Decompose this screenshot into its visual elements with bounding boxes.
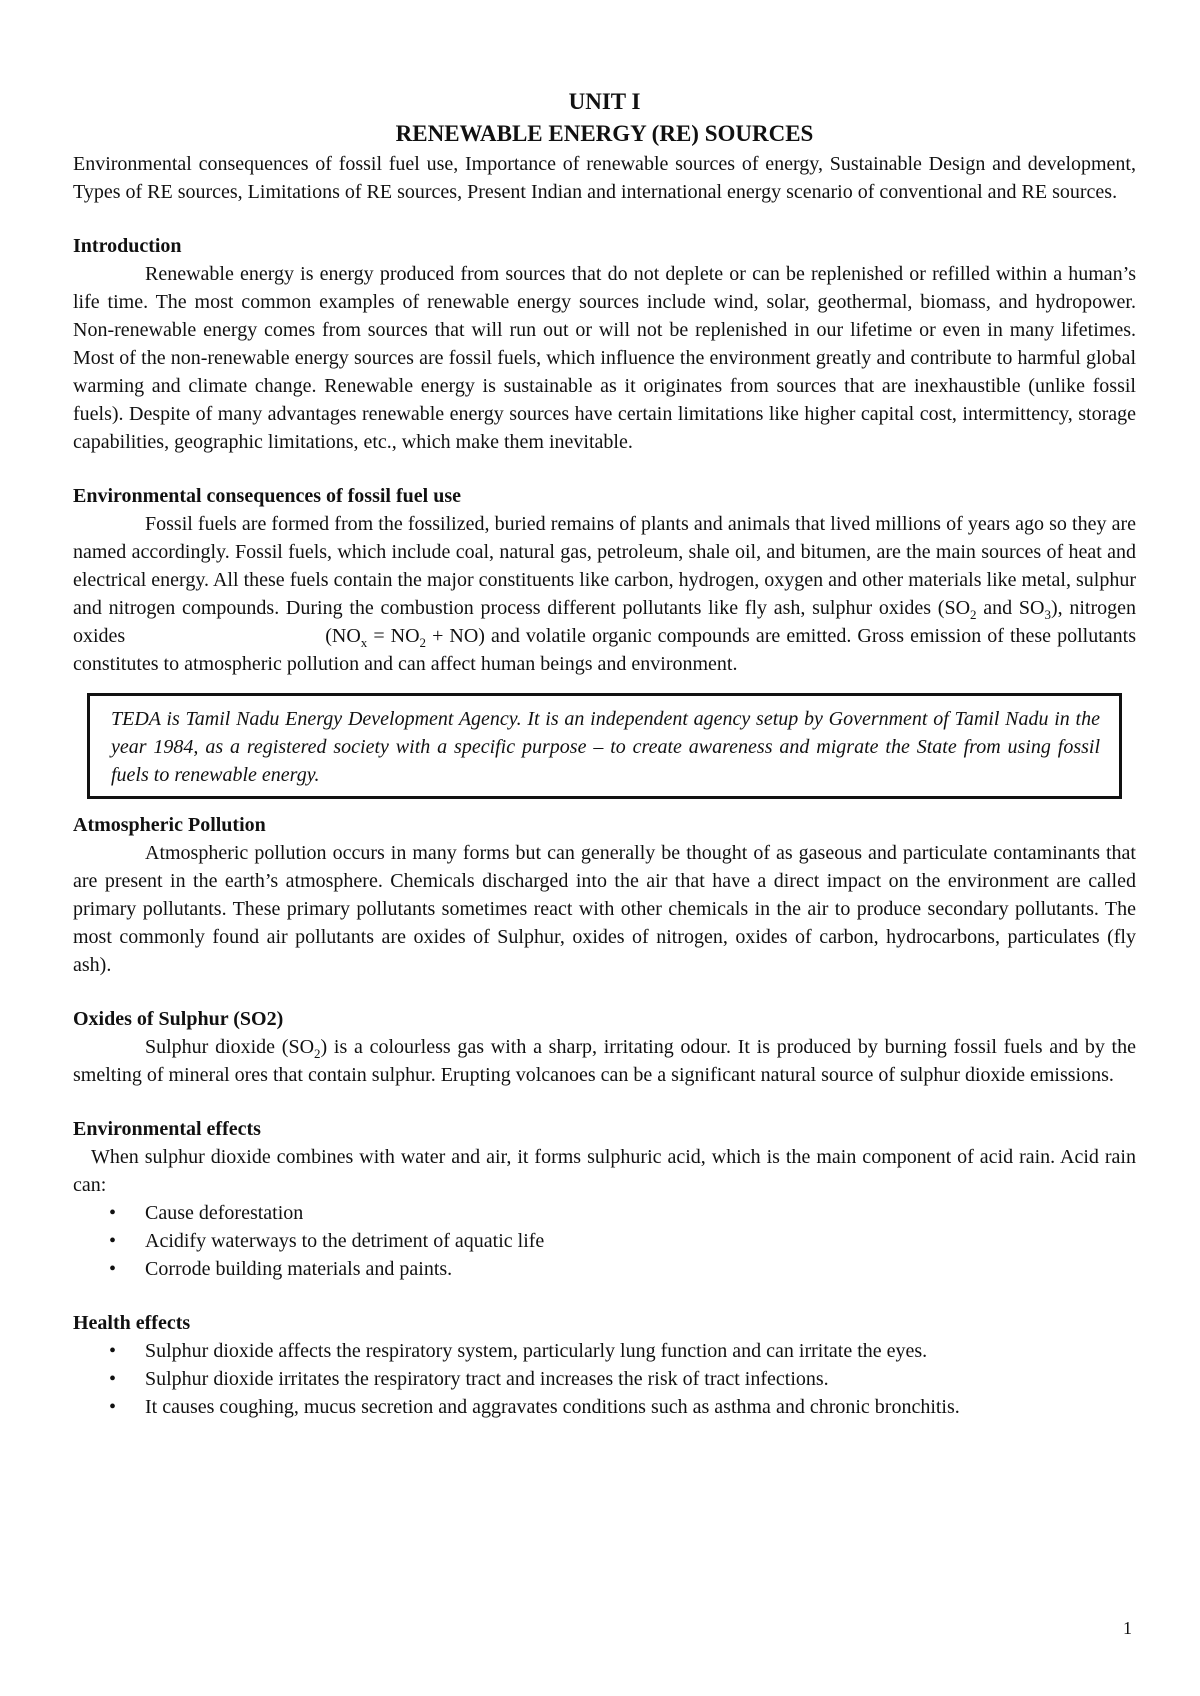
list-item-text: It causes coughing, mucus secretion and aggravates conditions such as asthma and chronic bronchitis. <box>145 1396 960 1418</box>
bullet-icon: • <box>109 1368 117 1390</box>
consequences-heading: Environmental consequences of fossil fuel use <box>73 485 461 507</box>
no2-subscript: 2 <box>419 635 427 650</box>
health-effects-list <box>73 1337 1136 1421</box>
nox-open-text: (NO <box>325 625 361 647</box>
teda-callout-text: TEDA is Tamil Nadu Energy Development Agency. It is an independent agency setup by Government of Tamil Nadu in the year 1984, as a registered society with a specific purpose – to create awareness and migrate the State from using fossil fuels to renewable energy. <box>111 708 1100 786</box>
consequences-body-part2: + NO) and volatile organic compounds are emitted. Gross emission of these pollutants constitutes to atmospheric pollution and can affect human beings and environment. <box>73 625 1136 675</box>
env-effects-heading: Environmental effects <box>73 1118 261 1140</box>
list-item-text: Acidify waterways to the detriment of aquatic life <box>145 1230 545 1252</box>
list-item-text: Corrode building materials and paints. <box>145 1258 453 1280</box>
oxides-sulphur-heading: Oxides of Sulphur (SO2) <box>73 1008 284 1030</box>
health-effects-heading: Health effects <box>73 1312 191 1334</box>
so3-subscript: 3 <box>1044 607 1051 622</box>
oxides-sulphur-body <box>73 1033 1136 1089</box>
atmospheric-body: Atmospheric pollution occurs in many forms but can generally be thought of as gaseous and particulate contaminants that are present in the earth’s atmosphere. Chemicals discharged into the air that have a direct impact on the environment are called primary pollutants. These primary pollutants sometimes react with other chemicals in the air to produce secondary pollutants. The most commonly found air pollutants are oxides of Sulphur, oxides of nitrogen, oxides of carbon, hydrocarbons, particulates (fly ash). <box>73 842 1136 976</box>
list-item-text: Cause deforestation <box>145 1202 304 1224</box>
oxides-sulphur-body-start: Sulphur dioxide (SO <box>145 1036 315 1058</box>
unit-heading: UNIT I <box>568 89 641 114</box>
nox-subscript: x <box>360 635 368 650</box>
so2-subscript: 2 <box>970 607 977 622</box>
bullet-icon: • <box>109 1340 117 1362</box>
nox-eq-text: = NO <box>367 625 420 647</box>
list-item-text: Sulphur dioxide irritates the respiratory tract and increases the risk of tract infections. <box>145 1368 829 1390</box>
list-item <box>73 1255 1136 1283</box>
consequences-body <box>73 510 1136 678</box>
list-item-text: Sulphur dioxide affects the respiratory system, particularly lung function and can irritate the eyes. <box>145 1340 928 1362</box>
and-so-text: and SO <box>976 597 1045 619</box>
bullet-icon: • <box>109 1258 117 1280</box>
page-content <box>73 86 1136 1421</box>
consequences-body-part1: Fossil fuels are formed from the fossilized, buried remains of plants and animals that lived millions of years ago so they are named accordingly. Fossil fuels, which include coal, natural gas, petroleum, shale oil, and bitumen, are the main sources of heat and electrical energy. All these fuels contain the major constituents like carbon, hydrogen, oxygen and other materials like metal, sulphur and nitrogen compounds. During the combustion process different pollutants like fly ash, sulphur oxides (SO <box>73 513 1136 619</box>
so2-subscript-2: 2 <box>314 1046 321 1061</box>
list-item <box>73 1337 1136 1365</box>
syllabus-text: Environmental consequences of fossil fuel use, Importance of renewable sources of energy, Sustainable Design and development, Types of RE sources, Limitations of RE sources, Present Indian and international energy scenario of conventional and RE sources. <box>73 153 1136 203</box>
list-item <box>73 1365 1136 1393</box>
teda-callout-box <box>87 693 1122 799</box>
list-item <box>73 1393 1136 1421</box>
introduction-heading: Introduction <box>73 235 182 257</box>
page-title: RENEWABLE ENERGY (RE) SOURCES <box>395 121 814 146</box>
nitrogen-oxides-text: ), nitrogen oxides <box>73 597 1136 647</box>
introduction-body: Renewable energy is energy produced from sources that do not deplete or can be replenished or refilled within a human’s life time. The most common examples of renewable energy sources include wind, solar, geothermal, biomass, and hydropower. Non-renewable energy comes from sources that will run out or will not be replenished in our lifetime or even in many lifetimes. Most of the non-renewable energy sources are fossil fuels, which influence the environment greatly and contribute to harmful global warming and climate change. Renewable energy is sustainable as it originates from sources that are inexhaustible (unlike fossil fuels). Despite of many advantages renewable energy sources have certain limitations like higher capital cost, intermittency, storage capabilities, geographic limitations, etc., which make them inevitable. <box>73 263 1136 453</box>
bullet-icon: • <box>109 1230 117 1252</box>
list-item <box>73 1227 1136 1255</box>
bullet-icon: • <box>109 1396 117 1418</box>
env-effects-body: When sulphur dioxide combines with water and air, it forms sulphuric acid, which is the main component of acid rain. Acid rain can: <box>73 1146 1136 1196</box>
oxides-sulphur-body-end: ) is a colourless gas with a sharp, irritating odour. It is produced by burning fossil fuels and by the smelting of mineral ores that contain sulphur. Erupting volcanoes can be a significant natural source of sulphur dioxide emissions. <box>73 1036 1136 1086</box>
page-number: 1 <box>1123 1618 1132 1638</box>
env-effects-list <box>73 1199 1136 1283</box>
atmospheric-heading: Atmospheric Pollution <box>73 814 266 836</box>
list-item <box>73 1199 1136 1227</box>
bullet-icon: • <box>109 1202 117 1224</box>
